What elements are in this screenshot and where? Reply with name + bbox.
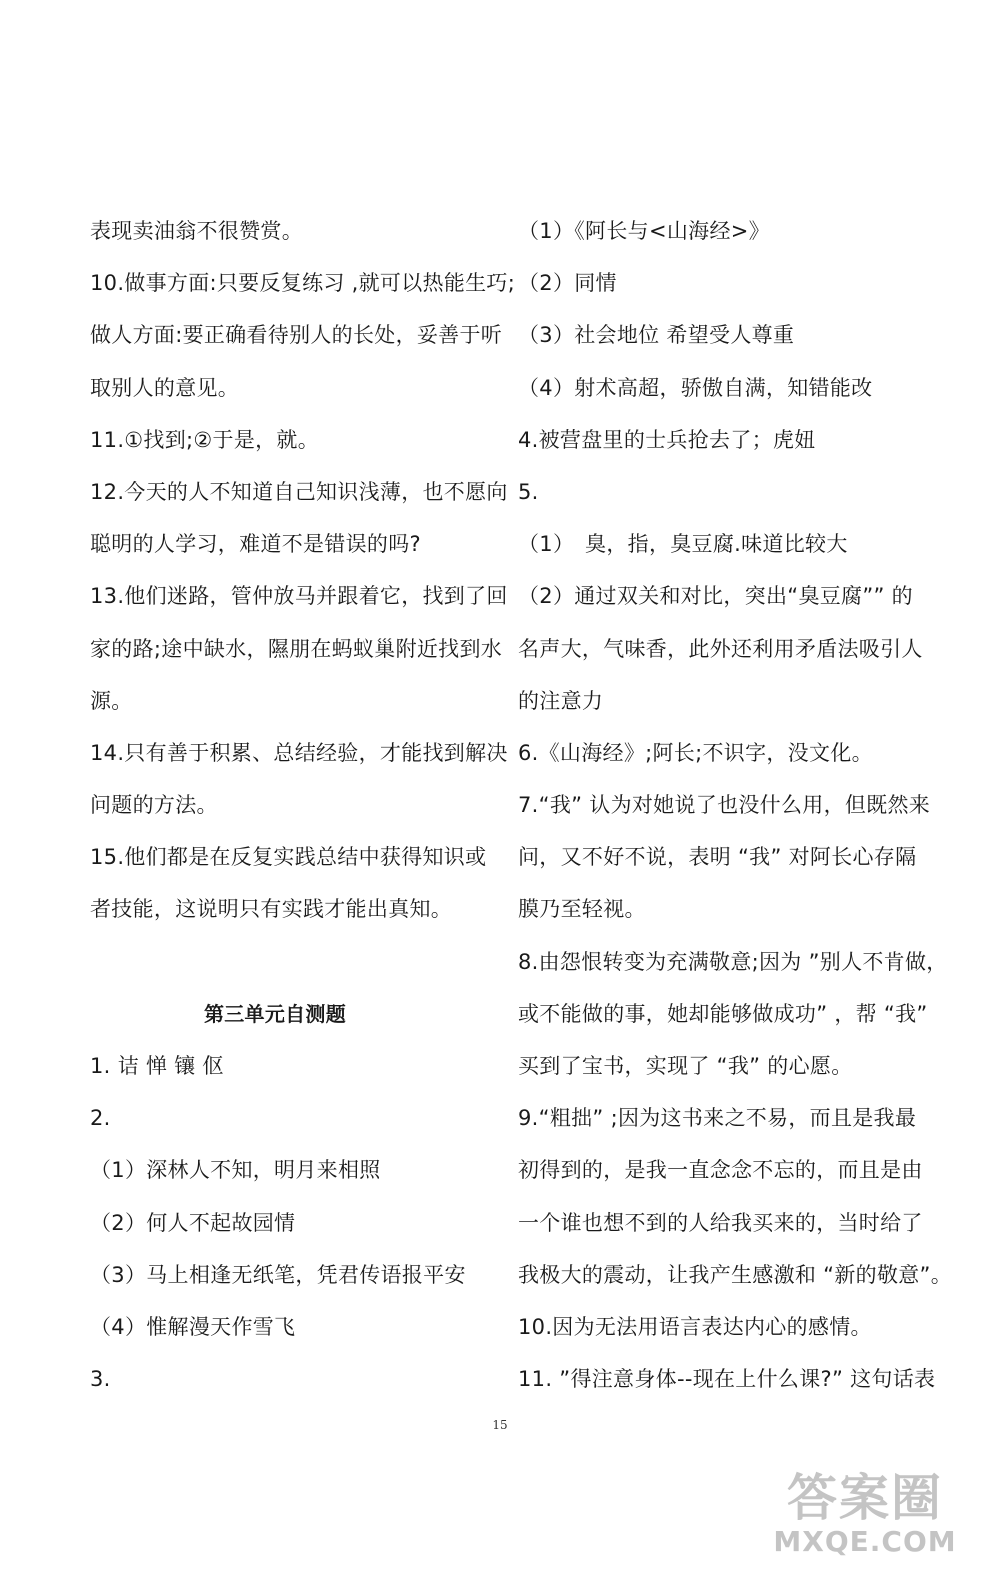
text-line: （4）射术高超，骄傲自满，知错能改 [518,375,873,400]
watermark-logo [750,1470,980,1562]
text-line: 我极大的震动，让我产生感激和 “新的敬意”。 [518,1262,953,1287]
text-line: 买到了宝书，实现了 “我” 的心愿。 [518,1054,853,1078]
text-line: 5. [518,479,539,504]
watermark-title: 答案圈 [787,1469,943,1527]
text-line: 15.他们都是在反复实践总结中获得知识或 [90,845,487,870]
text-line: （2）何人不起故园情 [90,1210,296,1235]
text-line: 3. [90,1367,111,1392]
section-heading: 第三单元自测题 [203,1001,347,1026]
text-line: 家的路;途中缺水，隰朋在蚂蚁巢附近找到水 [90,636,503,661]
text-line: 的注意力 [518,688,604,713]
text-line: 源。 [90,688,133,713]
text-line: （1）深林人不知，明月来相照 [90,1158,381,1183]
text-line: 取别人的意见。 [90,375,240,400]
text-line: 8.由怨恨转变为充满敬意;因为 ”别人不肯做， [518,949,948,974]
text-line: 14.只有善于积累、总结经验，才能找到解决 [90,740,508,765]
text-line: 做人方面:要正确看待别人的长处，妥善于听 [90,323,503,348]
text-line: （1）《阿长与<山海经>》 [518,219,770,243]
text-line: 表现卖油翁不很赞赏。 [90,219,303,243]
text-line: （4）惟解漫天作雪飞 [90,1314,296,1339]
watermark-url: MXQE.COM [773,1525,957,1558]
text-line: 6.《山海经》;阿长;不识字，没文化。 [518,740,873,765]
text-line: 10.因为无法用语言表达内心的感情。 [518,1314,872,1339]
text-line: 4.被营盘里的士兵抢去了；虎妞 [518,427,816,452]
text-line: 11.①找到;②于是，就。 [90,427,320,452]
text-line: （3）社会地位 希望受人尊重 [518,323,795,348]
text-line: （3）马上相逢无纸笔，凭君传语报平安 [90,1262,466,1287]
text-line: 9.“粗拙” ;因为这书来之不易，而且是我最 [518,1106,917,1131]
text-line: （2）通过双关和对比，突出“臭豆腐”” 的 [518,584,913,609]
text-line: 2. [90,1106,111,1131]
text-line: 问，又不好不说，表明 “我” 对阿长心存隔 [518,845,917,870]
right-column [518,218,953,1418]
text-line: 1. 诘 惮 镶 伛 [90,1054,224,1078]
text-line: 13.他们迷路，管仲放马并跟着它，找到了回 [90,584,508,609]
text-line: 10.做事方面:只要反复练习 ,就可以热能生巧; [90,271,516,296]
page-number: 15 [492,1418,508,1432]
text-line: 一个谁也想不到的人给我买来的，当时给了 [518,1210,923,1235]
text-line: 膜乃至轻视。 [518,897,646,922]
text-line: 7.“我” 认为对她说了也没什么用，但既然来 [518,793,931,818]
text-line: 问题的方法。 [90,793,218,818]
left-column [90,218,516,1418]
text-line: 12.今天的人不知道自己知识浅薄，也不愿向 [90,479,508,504]
text-line: （1） 臭，指，臭豆腐.味道比较大 [518,532,848,557]
text-line: 11. ”得注意身体--现在上什么课?” 这句话表 [518,1367,936,1392]
text-line: 初得到的，是我一直念念不忘的，而且是由 [518,1158,923,1183]
text-line: 名声大，气味香，此外还利用矛盾法吸引人 [518,636,923,661]
text-line: 聪明的人学习，难道不是错误的吗? [90,532,421,557]
text-line: （2）同情 [518,271,617,296]
text-line: 者技能，这说明只有实践才能出真知。 [90,897,453,922]
blank-line [90,949,490,975]
text-line: 或不能做的事，她却能够做成功” ，帮 “我” [518,1001,928,1026]
